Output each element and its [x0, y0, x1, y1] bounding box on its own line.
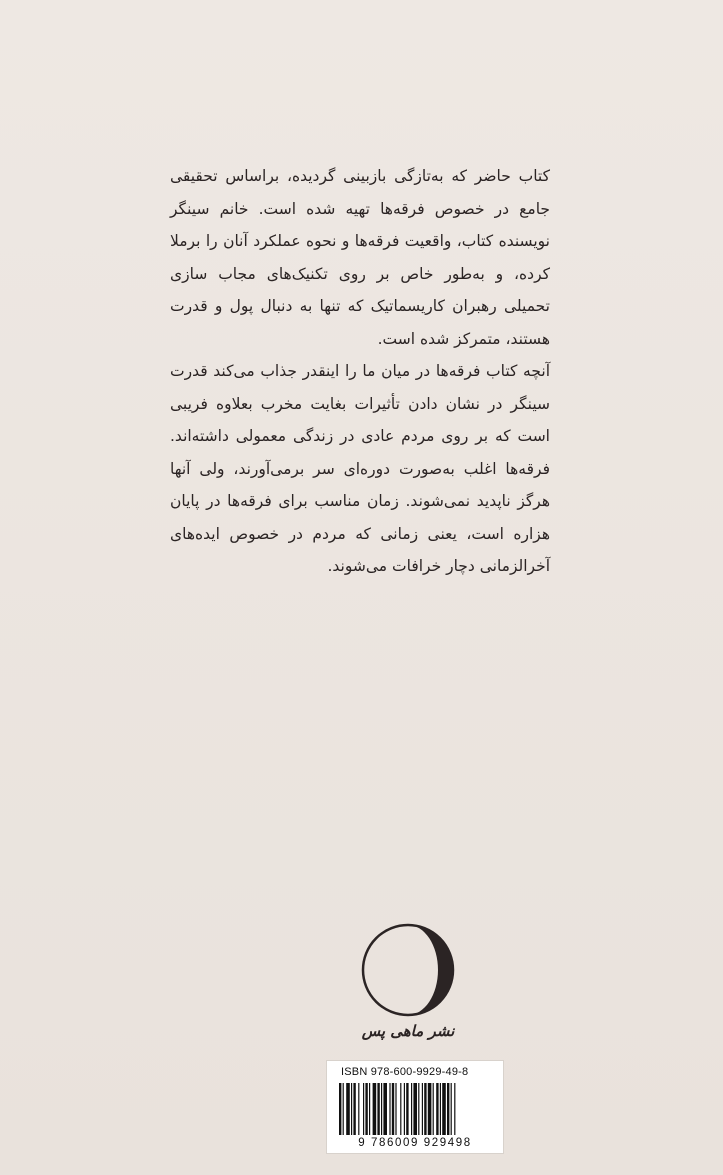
back-cover-blurb [170, 160, 550, 583]
isbn-digits: 9 786009 929498 [358, 1137, 472, 1149]
barcode-bars [337, 1083, 493, 1135]
barcode-bar [358, 1083, 359, 1135]
barcode-bar [377, 1083, 379, 1135]
barcode-bar [363, 1083, 364, 1135]
barcode-bar [447, 1083, 449, 1135]
barcode-bar [422, 1083, 423, 1135]
barcode-bar [400, 1083, 401, 1135]
barcode-bar [451, 1083, 452, 1135]
barcode-bar [365, 1083, 367, 1135]
barcode-bar [440, 1083, 441, 1135]
barcode-bar [433, 1083, 434, 1135]
barcode-bar [351, 1083, 352, 1135]
barcode-bar [381, 1083, 382, 1135]
isbn-barcode [326, 1060, 504, 1154]
barcode-bar [428, 1083, 432, 1135]
publisher-name: نشر ماهی پس [361, 1022, 455, 1040]
barcode-bar [395, 1083, 396, 1135]
barcode-bar [392, 1083, 394, 1135]
barcode-bar [442, 1083, 446, 1135]
barcode-bar [413, 1083, 417, 1135]
crescent-moon-icon [360, 922, 456, 1018]
barcode-bar [406, 1083, 408, 1135]
blurb-paragraph-2: آنچه کتاب فرقه‌ها در میان ما را اینقدر جذاب می‌کند قدرت سینگر در نشان دادن تأثیرات بغایت مخرب بعلاوه فریبی است که بر روی مردم عادی در زندگی معمولی داشته‌اند. فرقه‌ها اغلب به‌صورت دوره‌ای سر برمی‌آورند، ولی آنها هرگز ناپدید نمی‌شوند. زمان مناسب برای فرقه‌ها در پایان هزاره است، یعنی زمانی که مردم در خصوص ایده‌های آخرالزمانی دچار خرافات می‌شوند. [170, 362, 550, 575]
barcode-bar [353, 1083, 355, 1135]
barcode-bar [454, 1083, 455, 1135]
isbn-label: ISBN 978-600-9929-49-8 [341, 1066, 469, 1078]
barcode-bar [346, 1083, 350, 1135]
barcode-bar [404, 1083, 405, 1135]
barcode-bar [369, 1083, 370, 1135]
barcode-bar [418, 1083, 419, 1135]
barcode-bar [436, 1083, 438, 1135]
barcode-bar [389, 1083, 390, 1135]
barcode-bar [343, 1083, 344, 1135]
barcode-bar [424, 1083, 426, 1135]
blurb-paragraph-1: کتاب حاضر که به‌تازگی بازبینی گردیده، براساس تحقیقی جامع در خصوص فرقه‌ها تهیه شده است. خانم سینگر نویسنده کتاب، واقعیت فرقه‌ها و نحوه عملکرد آنان را برملا کرده، و به‌طور خاص بر روی تکنیک‌های مجاب سازی تحمیلی رهبران کاریسماتیک که تنها به دنبال پول و قدرت هستند، متمرکز شده است. [170, 167, 550, 348]
barcode-bar [411, 1083, 412, 1135]
barcode-bar [339, 1083, 341, 1135]
barcode-bar [383, 1083, 387, 1135]
barcode-bar [373, 1083, 377, 1135]
